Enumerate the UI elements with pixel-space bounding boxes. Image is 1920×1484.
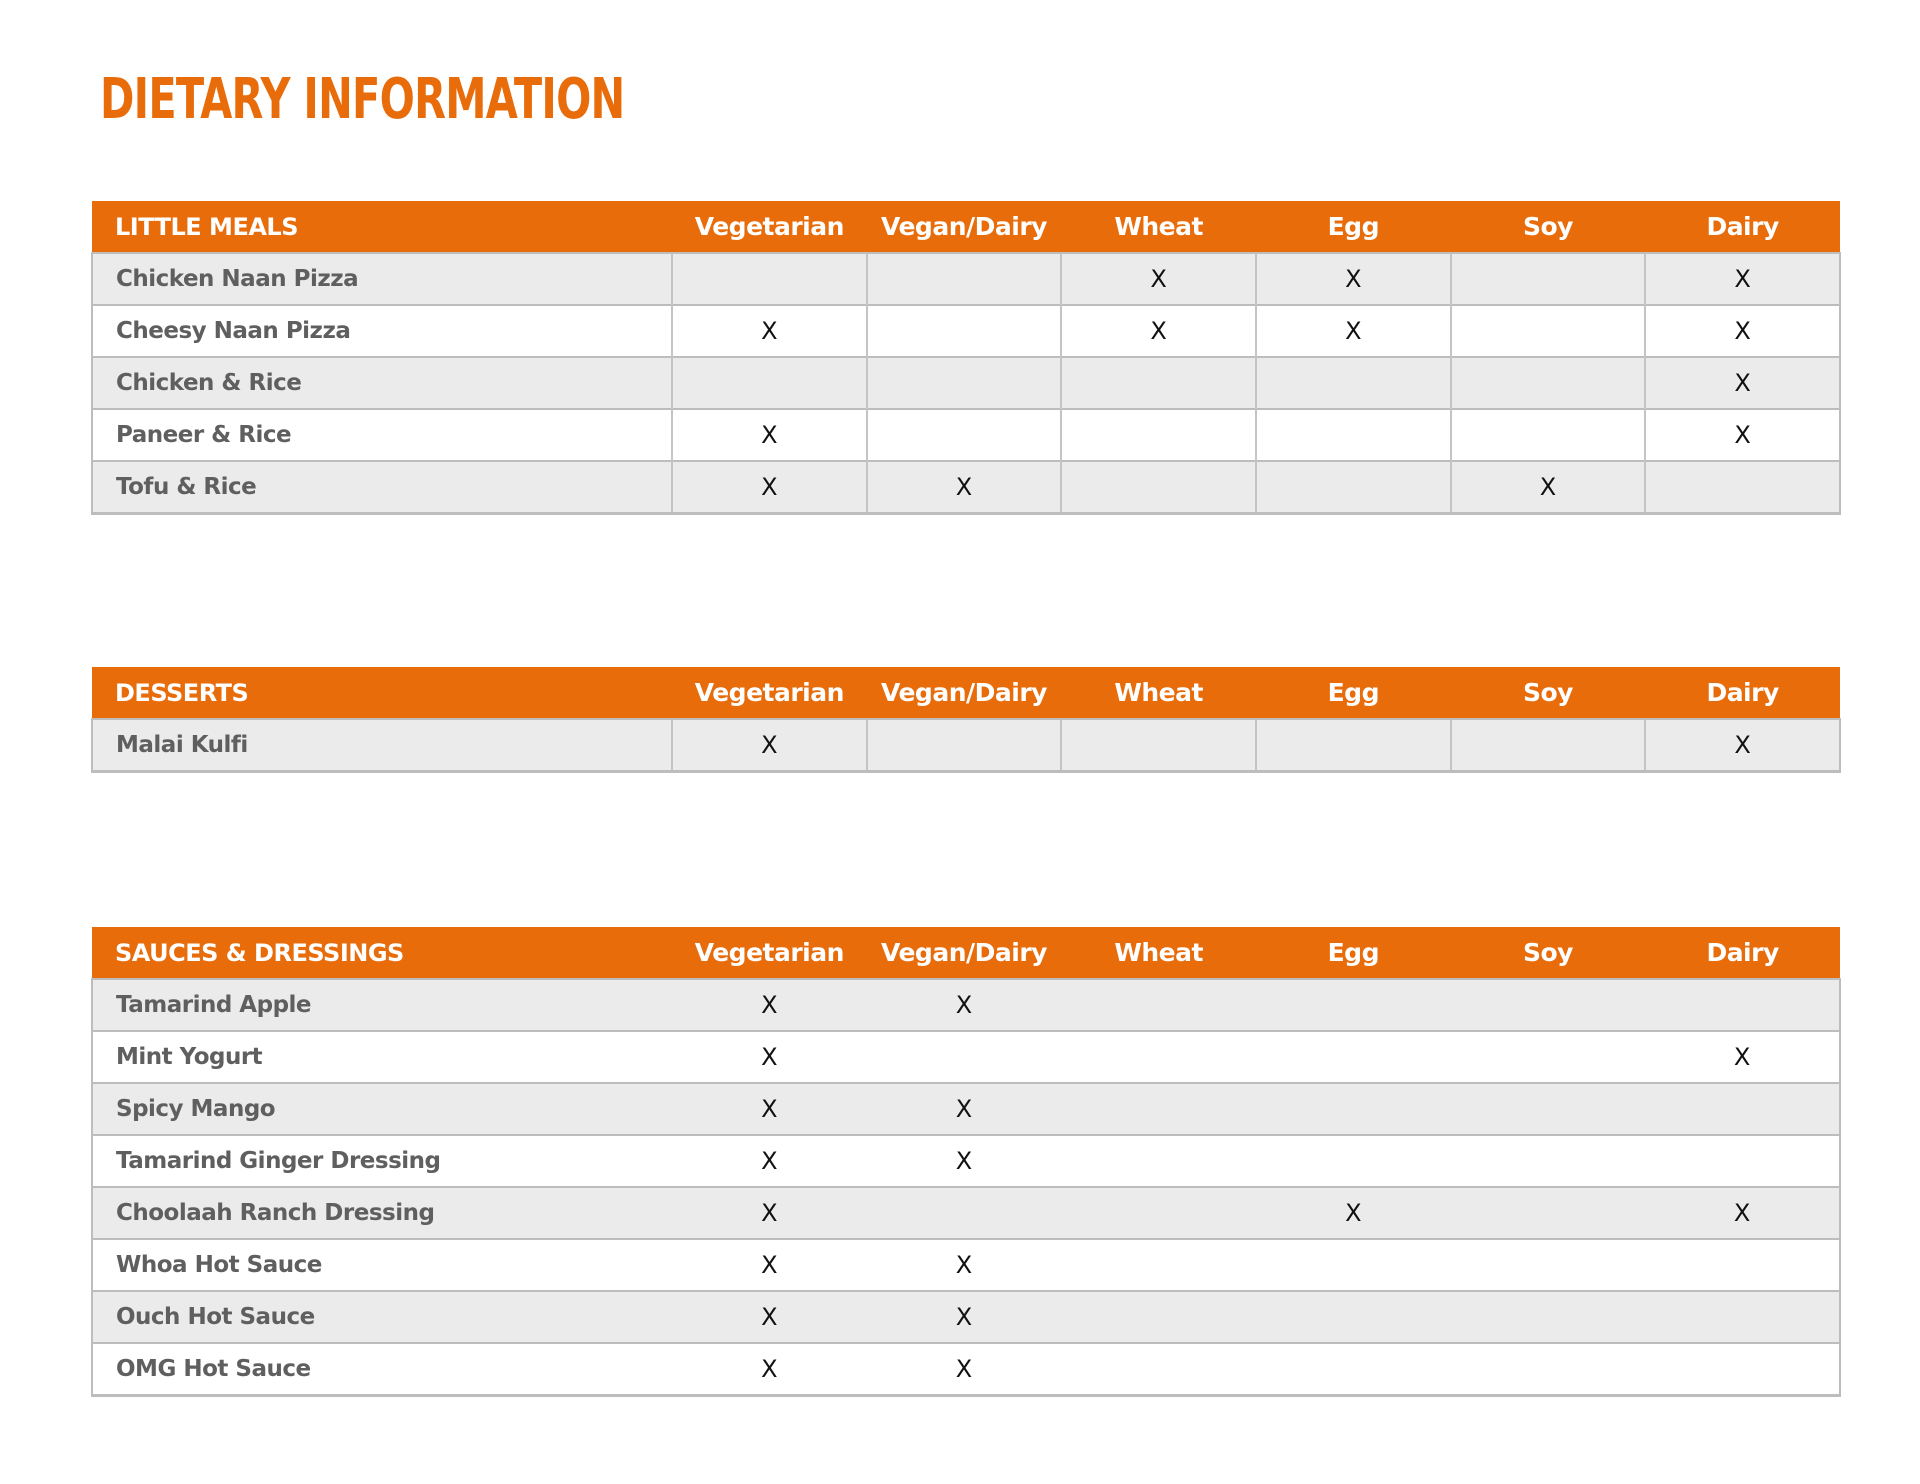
egg-cell bbox=[1256, 357, 1451, 409]
menu-item-name: Paneer & Rice bbox=[92, 409, 672, 461]
wheat-cell bbox=[1061, 461, 1256, 514]
column-header-vegan-dairy: Vegan/Dairy bbox=[867, 201, 1062, 253]
vegetarian-cell: X bbox=[672, 719, 867, 772]
soy-cell bbox=[1451, 1187, 1646, 1239]
dairy-cell: X bbox=[1645, 409, 1840, 461]
table-header-row bbox=[92, 667, 1840, 719]
wheat-cell: X bbox=[1061, 253, 1256, 305]
sauces-dressings-table bbox=[91, 927, 1841, 1397]
dairy-cell bbox=[1645, 1083, 1840, 1135]
menu-item-name: Tofu & Rice bbox=[92, 461, 672, 514]
column-header-egg: Egg bbox=[1256, 927, 1451, 979]
vegetarian-cell: X bbox=[672, 1031, 867, 1083]
table-row bbox=[92, 719, 1840, 772]
column-header-wheat: Wheat bbox=[1061, 667, 1256, 719]
soy-cell bbox=[1451, 409, 1646, 461]
vegetarian-cell: X bbox=[672, 461, 867, 514]
soy-cell bbox=[1451, 979, 1646, 1031]
soy-cell bbox=[1451, 305, 1646, 357]
column-header-wheat: Wheat bbox=[1061, 927, 1256, 979]
menu-item-name: Chicken & Rice bbox=[92, 357, 672, 409]
vegan-dairy-cell: X bbox=[867, 1083, 1062, 1135]
column-header-vegan-dairy: Vegan/Dairy bbox=[867, 667, 1062, 719]
table-row bbox=[92, 1031, 1840, 1083]
vegetarian-cell: X bbox=[672, 409, 867, 461]
vegan-dairy-cell bbox=[867, 1031, 1062, 1083]
wheat-cell bbox=[1061, 1343, 1256, 1396]
column-header-egg: Egg bbox=[1256, 201, 1451, 253]
column-header-vegetarian: Vegetarian bbox=[672, 927, 867, 979]
column-header-egg: Egg bbox=[1256, 667, 1451, 719]
dairy-cell bbox=[1645, 1239, 1840, 1291]
vegetarian-cell: X bbox=[672, 305, 867, 357]
egg-cell bbox=[1256, 1291, 1451, 1343]
table-row bbox=[92, 1239, 1840, 1291]
egg-cell bbox=[1256, 1239, 1451, 1291]
soy-cell bbox=[1451, 1031, 1646, 1083]
table-row bbox=[92, 305, 1840, 357]
column-header-dairy: Dairy bbox=[1645, 667, 1840, 719]
dairy-cell bbox=[1645, 1135, 1840, 1187]
wheat-cell bbox=[1061, 719, 1256, 772]
table-header-row bbox=[92, 201, 1840, 253]
column-header-vegetarian: Vegetarian bbox=[672, 201, 867, 253]
table-row bbox=[92, 1291, 1840, 1343]
wheat-cell bbox=[1061, 1239, 1256, 1291]
wheat-cell: X bbox=[1061, 305, 1256, 357]
menu-item-name: OMG Hot Sauce bbox=[92, 1343, 672, 1396]
soy-cell bbox=[1451, 357, 1646, 409]
egg-cell: X bbox=[1256, 1187, 1451, 1239]
vegan-dairy-cell: X bbox=[867, 1291, 1062, 1343]
dairy-cell: X bbox=[1645, 305, 1840, 357]
egg-cell bbox=[1256, 461, 1451, 514]
soy-cell: X bbox=[1451, 461, 1646, 514]
egg-cell bbox=[1256, 1083, 1451, 1135]
table-row bbox=[92, 1083, 1840, 1135]
section-title: LITTLE MEALS bbox=[92, 201, 672, 253]
wheat-cell bbox=[1061, 357, 1256, 409]
egg-cell: X bbox=[1256, 253, 1451, 305]
vegetarian-cell: X bbox=[672, 979, 867, 1031]
vegan-dairy-cell bbox=[867, 719, 1062, 772]
soy-cell bbox=[1451, 1239, 1646, 1291]
column-header-wheat: Wheat bbox=[1061, 201, 1256, 253]
dairy-cell: X bbox=[1645, 719, 1840, 772]
dairy-cell: X bbox=[1645, 357, 1840, 409]
vegan-dairy-cell bbox=[867, 1187, 1062, 1239]
vegetarian-cell: X bbox=[672, 1083, 867, 1135]
vegetarian-cell bbox=[672, 357, 867, 409]
column-header-vegetarian: Vegetarian bbox=[672, 667, 867, 719]
menu-item-name: Chicken Naan Pizza bbox=[92, 253, 672, 305]
vegetarian-cell: X bbox=[672, 1291, 867, 1343]
dairy-cell: X bbox=[1645, 1187, 1840, 1239]
dairy-cell bbox=[1645, 1343, 1840, 1396]
table-row bbox=[92, 461, 1840, 514]
table-row bbox=[92, 1187, 1840, 1239]
little-meals-table bbox=[91, 201, 1841, 515]
section-title: DESSERTS bbox=[92, 667, 672, 719]
soy-cell bbox=[1451, 253, 1646, 305]
vegan-dairy-cell: X bbox=[867, 979, 1062, 1031]
wheat-cell bbox=[1061, 1291, 1256, 1343]
menu-item-name: Whoa Hot Sauce bbox=[92, 1239, 672, 1291]
menu-item-name: Mint Yogurt bbox=[92, 1031, 672, 1083]
menu-item-name: Cheesy Naan Pizza bbox=[92, 305, 672, 357]
column-header-soy: Soy bbox=[1451, 201, 1646, 253]
soy-cell bbox=[1451, 719, 1646, 772]
table-row bbox=[92, 1135, 1840, 1187]
wheat-cell bbox=[1061, 1031, 1256, 1083]
menu-item-name: Malai Kulfi bbox=[92, 719, 672, 772]
table-row bbox=[92, 979, 1840, 1031]
dairy-cell bbox=[1645, 1291, 1840, 1343]
dairy-cell: X bbox=[1645, 1031, 1840, 1083]
vegan-dairy-cell bbox=[867, 253, 1062, 305]
egg-cell bbox=[1256, 1135, 1451, 1187]
column-header-vegan-dairy: Vegan/Dairy bbox=[867, 927, 1062, 979]
soy-cell bbox=[1451, 1135, 1646, 1187]
soy-cell bbox=[1451, 1343, 1646, 1396]
column-header-soy: Soy bbox=[1451, 927, 1646, 979]
column-header-soy: Soy bbox=[1451, 667, 1646, 719]
column-header-dairy: Dairy bbox=[1645, 201, 1840, 253]
table-row bbox=[92, 1343, 1840, 1396]
vegan-dairy-cell bbox=[867, 305, 1062, 357]
dairy-cell bbox=[1645, 461, 1840, 514]
wheat-cell bbox=[1061, 1135, 1256, 1187]
menu-item-name: Tamarind Ginger Dressing bbox=[92, 1135, 672, 1187]
menu-item-name: Tamarind Apple bbox=[92, 979, 672, 1031]
egg-cell bbox=[1256, 979, 1451, 1031]
soy-cell bbox=[1451, 1083, 1646, 1135]
menu-item-name: Ouch Hot Sauce bbox=[92, 1291, 672, 1343]
table-header-row bbox=[92, 927, 1840, 979]
dairy-cell bbox=[1645, 979, 1840, 1031]
table-row bbox=[92, 253, 1840, 305]
soy-cell bbox=[1451, 1291, 1646, 1343]
page-title: DIETARY INFORMATION bbox=[100, 67, 625, 132]
table-row bbox=[92, 357, 1840, 409]
wheat-cell bbox=[1061, 409, 1256, 461]
section-title: SAUCES & DRESSINGS bbox=[92, 927, 672, 979]
vegetarian-cell: X bbox=[672, 1187, 867, 1239]
wheat-cell bbox=[1061, 979, 1256, 1031]
vegan-dairy-cell: X bbox=[867, 461, 1062, 514]
dairy-cell: X bbox=[1645, 253, 1840, 305]
egg-cell bbox=[1256, 1343, 1451, 1396]
vegetarian-cell: X bbox=[672, 1239, 867, 1291]
egg-cell: X bbox=[1256, 305, 1451, 357]
vegan-dairy-cell bbox=[867, 409, 1062, 461]
egg-cell bbox=[1256, 409, 1451, 461]
menu-item-name: Spicy Mango bbox=[92, 1083, 672, 1135]
column-header-dairy: Dairy bbox=[1645, 927, 1840, 979]
vegan-dairy-cell: X bbox=[867, 1343, 1062, 1396]
desserts-table bbox=[91, 667, 1841, 773]
table-row bbox=[92, 409, 1840, 461]
egg-cell bbox=[1256, 719, 1451, 772]
vegan-dairy-cell bbox=[867, 357, 1062, 409]
vegan-dairy-cell: X bbox=[867, 1239, 1062, 1291]
vegetarian-cell bbox=[672, 253, 867, 305]
vegetarian-cell: X bbox=[672, 1343, 867, 1396]
wheat-cell bbox=[1061, 1187, 1256, 1239]
wheat-cell bbox=[1061, 1083, 1256, 1135]
menu-item-name: Choolaah Ranch Dressing bbox=[92, 1187, 672, 1239]
vegetarian-cell: X bbox=[672, 1135, 867, 1187]
egg-cell bbox=[1256, 1031, 1451, 1083]
vegan-dairy-cell: X bbox=[867, 1135, 1062, 1187]
